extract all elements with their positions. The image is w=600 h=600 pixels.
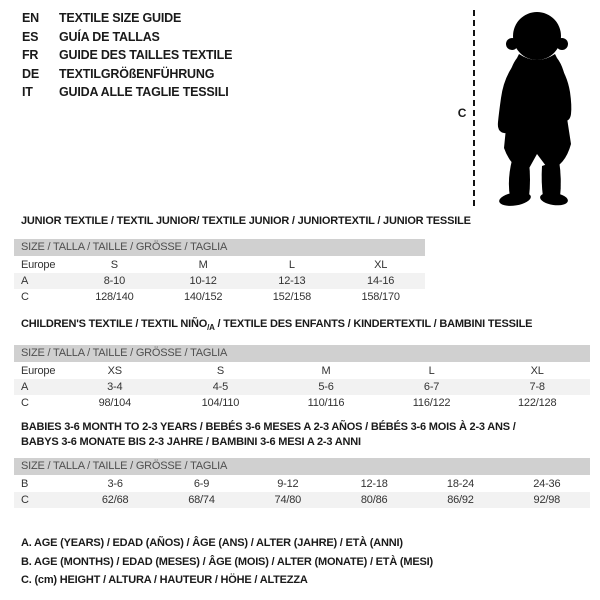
language-row bbox=[22, 28, 232, 47]
childrens-textile-section bbox=[14, 317, 590, 411]
row-label: C bbox=[21, 494, 29, 506]
cell: 110/116 bbox=[307, 397, 345, 410]
table-row bbox=[14, 395, 590, 411]
cell: 86/92 bbox=[447, 494, 474, 506]
height-measure-label: C bbox=[457, 106, 467, 120]
cell: L bbox=[288, 259, 295, 271]
section-title-line2: BABYS 3-6 MONATE BIS 2-3 JAHRE / BAMBINI 3-6 MESI A 2-3 ANNI bbox=[21, 436, 361, 448]
cell: L bbox=[428, 365, 435, 378]
cell: 116/122 bbox=[412, 397, 451, 410]
section-title bbox=[14, 420, 590, 450]
cell: 12-13 bbox=[278, 275, 306, 287]
row-label: C bbox=[21, 397, 29, 410]
junior-size-table bbox=[14, 257, 425, 305]
cell: 122/128 bbox=[518, 397, 557, 410]
cell: 9-12 bbox=[277, 478, 299, 490]
language-row bbox=[22, 46, 232, 65]
junior-textile-section bbox=[14, 214, 471, 305]
cell: 7-8 bbox=[529, 381, 545, 394]
language-code: DE bbox=[22, 66, 39, 81]
baby-silhouette-icon bbox=[485, 10, 585, 206]
subscript: /A bbox=[207, 323, 215, 333]
cell: 80/86 bbox=[360, 494, 388, 506]
cell: 24-36 bbox=[533, 478, 561, 490]
row-label: Europe bbox=[21, 365, 56, 378]
cell: 128/140 bbox=[95, 291, 134, 303]
cell: 6-9 bbox=[193, 478, 210, 490]
section-title: JUNIOR TEXTILE / TEXTIL JUNIOR/ TEXTILE JUNIOR / JUNIORTEXTIL / JUNIOR TESSILE bbox=[21, 215, 471, 227]
language-code: FR bbox=[22, 48, 39, 63]
height-measure-line bbox=[473, 10, 475, 206]
cell: 3-6 bbox=[107, 478, 123, 490]
table-row bbox=[14, 273, 425, 289]
cell: S bbox=[216, 365, 224, 378]
children-size-table bbox=[14, 363, 590, 411]
cell: 4-5 bbox=[212, 381, 229, 394]
cell: 98/104 bbox=[98, 397, 132, 410]
language-code: EN bbox=[22, 11, 39, 25]
section-title: CHILDREN'S TEXTILE / TEXTIL $NIÑO_{/A}$ / TEXTILE DES ENFANTS / KINDERTEXTIL / BAMBINI TESSILE bbox=[21, 318, 533, 333]
cell: 62/68 bbox=[101, 494, 129, 506]
language-title-list bbox=[22, 9, 232, 102]
legend-line-a: A. AGE (YEARS) / EDAD (AÑOS) / ÂGE (ANS) / ALTER (JAHRE) / ETÀ (ANNI) bbox=[21, 537, 403, 549]
language-row bbox=[22, 65, 232, 84]
language-title: TEXTILE SIZE GUIDE bbox=[59, 11, 182, 25]
table-row bbox=[14, 379, 590, 395]
cell: XS bbox=[107, 365, 122, 378]
cell: 6-7 bbox=[423, 381, 440, 394]
row-label: A bbox=[21, 381, 29, 394]
cell: 18-24 bbox=[446, 478, 475, 490]
cell: 158/170 bbox=[361, 291, 400, 303]
language-title: TEXTILGRÖßENFÜHRUNG bbox=[59, 66, 215, 81]
row-label: B bbox=[21, 478, 29, 490]
section-title-line1: BABIES 3-6 MONTH TO 2-3 YEARS / BEBÉS 3-6 MESES A 2-3 AÑOS / BÉBÉS 3-6 MOIS À 2-3 ANS / bbox=[21, 421, 516, 433]
cell: 3-4 bbox=[107, 381, 123, 394]
cell: 8-10 bbox=[103, 275, 125, 287]
cell: 12-18 bbox=[360, 478, 388, 490]
cell: XL bbox=[374, 259, 388, 271]
language-title: GUIDA ALLE TAGLIE TESSILI bbox=[59, 85, 229, 100]
babies-textile-section bbox=[14, 420, 590, 508]
cell: XL bbox=[530, 365, 544, 378]
cell: S bbox=[110, 259, 118, 271]
size-header-bar: SIZE / TALLA / TAILLE / GRÖSSE / TAGLIA bbox=[14, 458, 590, 475]
cell: 10-12 bbox=[189, 275, 217, 287]
cell: 68/74 bbox=[188, 494, 215, 506]
language-row bbox=[22, 9, 232, 28]
babies-size-table bbox=[14, 476, 590, 508]
measurement-legend bbox=[14, 534, 433, 590]
row-label: C bbox=[21, 291, 29, 303]
table-row bbox=[14, 363, 590, 379]
baby-height-figure bbox=[440, 8, 590, 208]
language-code: IT bbox=[22, 85, 33, 100]
language-title: GUÍA DE TALLAS bbox=[59, 29, 160, 44]
language-code: ES bbox=[22, 29, 39, 44]
table-row bbox=[14, 492, 590, 508]
cell: 140/152 bbox=[183, 291, 223, 303]
language-title: GUIDE DES TAILLES TEXTILE bbox=[59, 48, 233, 63]
cell: 5-6 bbox=[318, 381, 334, 394]
table-row bbox=[14, 476, 590, 492]
table-row bbox=[14, 257, 425, 273]
legend-line-b: B. AGE (MONTHS) / EDAD (MESES) / ÂGE (MOIS) / ALTER (MONATE) / ETÀ (MESI) bbox=[21, 555, 433, 568]
cell: 74/80 bbox=[274, 494, 302, 506]
size-header-bar: SIZE / TALLA / TAILLE / GRÖSSE / TAGLIA bbox=[14, 239, 425, 256]
cell: 152/158 bbox=[272, 291, 312, 303]
cell: M bbox=[321, 365, 331, 378]
cell: 14-16 bbox=[367, 275, 395, 287]
size-header-bar: SIZE / TALLA / TAILLE / GRÖSSE / TAGLIA bbox=[14, 345, 590, 362]
row-label: A bbox=[21, 275, 29, 287]
language-row bbox=[22, 83, 232, 102]
cell: 104/110 bbox=[201, 397, 240, 410]
table-row bbox=[14, 289, 425, 305]
cell: M bbox=[198, 259, 208, 271]
row-label: Europe bbox=[21, 259, 56, 271]
legend-line-c: C. (cm) HEIGHT / ALTURA / HAUTEUR / HÖHE / ALTEZZA bbox=[21, 574, 308, 586]
cell: 92/98 bbox=[533, 494, 561, 506]
